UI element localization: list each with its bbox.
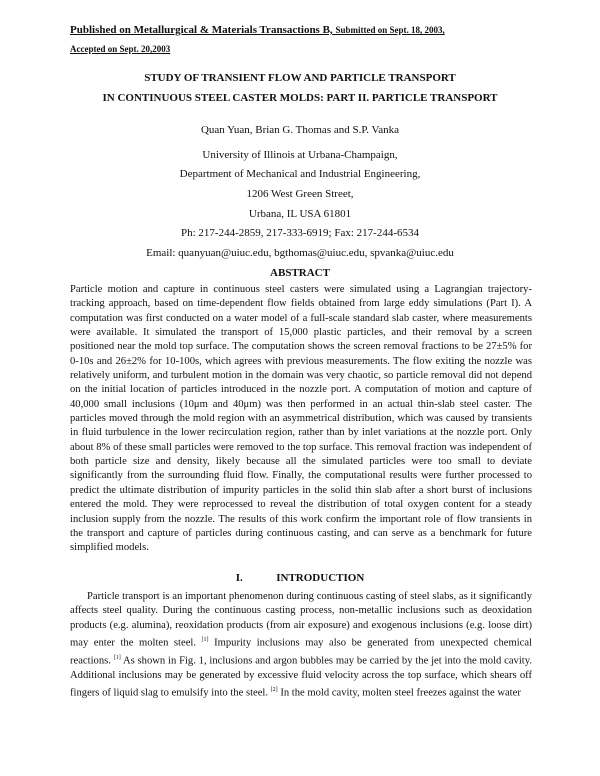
intro-text-1: Particle transport is an important phenomenon during continuous casting of steel slabs, as it significantly affects steel quality. During the continuous casting process, non-metallic inclusions such as deoxidation products (e.g. alumina), reoxidation products (from air exposure) and exogenous inclusions (e.g. loose dirt) may enter the molten steel. (70, 591, 532, 649)
contact-email: Email: quanyuan@uiuc.edu, bgthomas@uiuc.edu, spvanka@uiuc.edu (146, 247, 454, 259)
affiliation-university: University of Illinois at Urbana-Champaign, (202, 149, 398, 161)
section-title: INTRODUCTION (276, 572, 365, 584)
title-line-1: STUDY OF TRANSIENT FLOW AND PARTICLE TRANSPORT (144, 72, 456, 84)
section-number: I. (235, 572, 243, 584)
affiliation-city: Urbana, IL USA 61801 (248, 208, 352, 220)
accepted-date: Accepted on Sept. 20,2003 (70, 44, 171, 54)
introduction-heading (60, 572, 540, 584)
abstract-heading: ABSTRACT (270, 267, 330, 279)
affiliation-street: 1206 West Green Street, (246, 188, 354, 200)
intro-text-4: In the mold cavity, molten steel freezes against the water (280, 687, 521, 699)
affiliation-department: Department of Mechanical and Industrial Engineering, (179, 168, 421, 180)
contact-phone: Ph: 217-244-2859, 217-333-6919; Fax: 217-244-6534 (180, 227, 419, 239)
reference-2: [1] (113, 654, 121, 661)
publication-line (70, 24, 532, 36)
intro-text-3: As shown in Fig. 1, inclusions and argon bubbles may be carried by the jet into the mold cavity. Additional inclusions may be generated by excessive fluid velocity across the top surface, which shears off fingers of liquid slag to emulsify into the steel. (70, 655, 532, 699)
reference-1: [1] (201, 637, 209, 644)
introduction-paragraph (70, 590, 532, 701)
authors: Quan Yuan, Brian G. Thomas and S.P. Vanka (200, 124, 400, 136)
reference-3: [2] (270, 687, 278, 694)
submitted-date: Submitted on Sept. 18, 2003, (335, 25, 445, 35)
title-line-2: IN CONTINUOUS STEEL CASTER MOLDS: PART II. PARTICLE TRANSPORT (102, 92, 498, 104)
abstract-text: Particle motion and capture in continuous steel casters were simulated using a Lagrangian trajectory-tracking approach, based on time-dependent flow fields obtained from large eddy simulations (Part I). A computation was first conducted on a water model of a full-scale standard slab caster, where measurements were available. It simulated the transport of 15,000 plastic particles, and their removal by a screen positioned near the mold top surface. The computation shows the screen removal fractions to be 27±5% for 0-10s and 26±2% for 10-100s, which agrees with previous measurements. The flow exiting the nozzle was relatively uniform, and turbulent motion in the domain was very chaotic, so particle removal did not depend on the initial location of particles introduced in the nozzle port. A computation of motion and capture of 40,000 small inclusions (10μm and 40μm) was then performed in an actual thin-slab steel caster. The particles moved through the mold region with an asymmetrical distribution, which was caused by transients in fluid turbulence in the lower recirculation region, rather than by inlet variations at the nozzle port. Only about 8% of these small particles were removed to the top surface. This removal fraction was independent of both particle size and density, likely because all the simulated particles were too small to deviate significantly from the surrounding fluid flow. Finally, the computational results were further processed to predict the ultimate distribution of impurity particles in the solid thin slab after a short burst of inclusions entered the mold. They were reprocessed to reveal the distribution of total oxygen content for a steady inclusion supply from the nozzle. The results of this work confirm the important role of flow transients in the transport and capture of particles during continuous casting, and can serve as a benchmark for future simplified models. (70, 284, 532, 554)
journal-line: Published on Metallurgical & Materials Transactions B, (70, 24, 333, 36)
intro-text-2: Impurity inclusions may also be generated from unexpected chemical reactions. (70, 637, 532, 667)
accepted-line (70, 43, 532, 55)
